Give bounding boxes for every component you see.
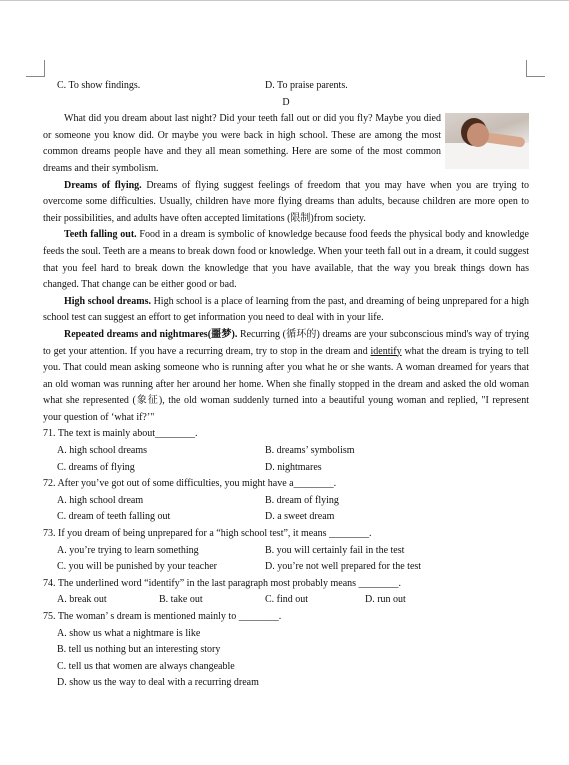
option-d: D. nightmares xyxy=(265,461,322,473)
paragraph-flying xyxy=(43,178,529,228)
question-71 xyxy=(43,426,529,476)
crop-mark-left xyxy=(26,60,45,77)
option-d: D. a sweet dream xyxy=(265,511,335,523)
sleeping-woman-image xyxy=(445,113,529,169)
option-a: A. high school dreams xyxy=(57,445,147,457)
option-a: A. high school dream xyxy=(57,494,144,506)
option-b: B. you will certainly fail in the test xyxy=(265,544,405,556)
body-high-school: High school is a place of learning from the past, and dreaming of being unprepared for a high school test can suggest an effort to get information you need to deal with in your life. xyxy=(43,295,529,324)
option-d: D. show us the way to deal with a recurring dream xyxy=(57,677,259,689)
question-72 xyxy=(43,476,529,526)
paragraph-high-school xyxy=(43,294,529,327)
question-74 xyxy=(43,576,529,609)
option-b: B. tell us nothing but an interesting story xyxy=(57,644,221,656)
option-d: D. run out xyxy=(365,594,406,606)
option-a: A. break out xyxy=(57,594,107,606)
intro-text: What did you dream about last night? Did your teeth fall out or did you fly? Maybe you died or someone you know did. Or maybe you were back in high school. These are among the most common dreams people have and they all mean something. Here are some of the most common dreams and their symbolism. xyxy=(43,113,441,174)
option-b: B. take out xyxy=(159,594,203,606)
question-stem: 75. The woman’ s dream is mentioned mainly to ________. xyxy=(43,611,282,622)
question-stem: 71. The text is mainly about________. xyxy=(43,428,198,440)
heading-high-school: High school dreams. xyxy=(64,295,151,307)
question-stem: 73. If you dream of being unprepared for a “high school test”, it means ________. xyxy=(43,528,372,540)
body-nightmares-b: what the dream is trying to tell you. That could mean asking someone who is running after you what he or she wants. A woman dreamed for years that an old woman was running after her around her home. When she finally stopped in the dream and asked the old woman what she represented (象征), the old woman suddenly turned into a beautiful young woman and replied, "I represent your question of ‘what if?’" xyxy=(43,345,529,423)
heading-flying: Dreams of flying. xyxy=(64,179,142,191)
question-75 xyxy=(43,609,529,692)
question-stem: 74. The underlined word “identify” in the last paragraph most probably means ________. xyxy=(43,577,402,589)
body-teeth: Food in a dream is symbolic of knowledge because food feeds the physical body and knowledge feeds the soul. Teeth are a means to break down food or knowledge. When your teeth fall out in a dream, it could suggest that you feel hard to break down the knowledge that you have available, that the way you break things down has changed. That change can be either good or bad. xyxy=(43,229,529,291)
body-flying: Dreams of flying suggest feelings of freedom that you may have when you are trying to overcome some difficulties. Usually, children have more flying dreams than adults, because children are more open to their possibilities, and adults have often accepted limitations (限制)from society. xyxy=(43,179,529,224)
heading-teeth: Teeth falling out. xyxy=(64,229,137,241)
question-73 xyxy=(43,526,529,576)
option-c: C. dream of teeth falling out xyxy=(57,511,171,523)
paragraph-nightmares xyxy=(43,327,529,427)
section-letter: D xyxy=(282,96,290,108)
option-c: C. tell us that women are always changeable xyxy=(57,660,235,672)
prev-option-d: D. To praise parents. xyxy=(265,80,348,91)
question-stem: 72. After you’ve got out of some difficulties, you might have a________. xyxy=(43,478,337,490)
option-c: C. dreams of flying xyxy=(57,461,135,473)
paragraph-teeth xyxy=(43,227,529,293)
previous-options-row xyxy=(43,78,529,95)
document-page xyxy=(43,78,529,692)
body-nightmares-a: Recurring (循环的) dreams are your subconscious mind's way of trying to get your attention. If you have a recurring dream, try to stop in the dream and xyxy=(43,328,529,357)
heading-nightmares: Repeated dreams and nightmares(噩梦). xyxy=(64,328,238,340)
option-a: A. you’re trying to learn something xyxy=(57,544,199,556)
crop-mark-right xyxy=(526,60,545,77)
prev-option-c: C. To show findings. xyxy=(57,80,141,91)
intro-paragraph xyxy=(43,111,529,177)
option-c: C. find out xyxy=(265,594,309,606)
page-top-border xyxy=(0,0,569,1)
option-d: D. you’re not well prepared for the test xyxy=(265,561,422,573)
option-b: B. dream of flying xyxy=(265,494,339,506)
option-c: C. you will be punished by your teacher xyxy=(57,561,217,573)
option-a: A. show us what a nightmare is like xyxy=(57,627,201,639)
option-b: B. dreams’ symbolism xyxy=(265,445,355,457)
underlined-word: identify xyxy=(370,345,402,357)
